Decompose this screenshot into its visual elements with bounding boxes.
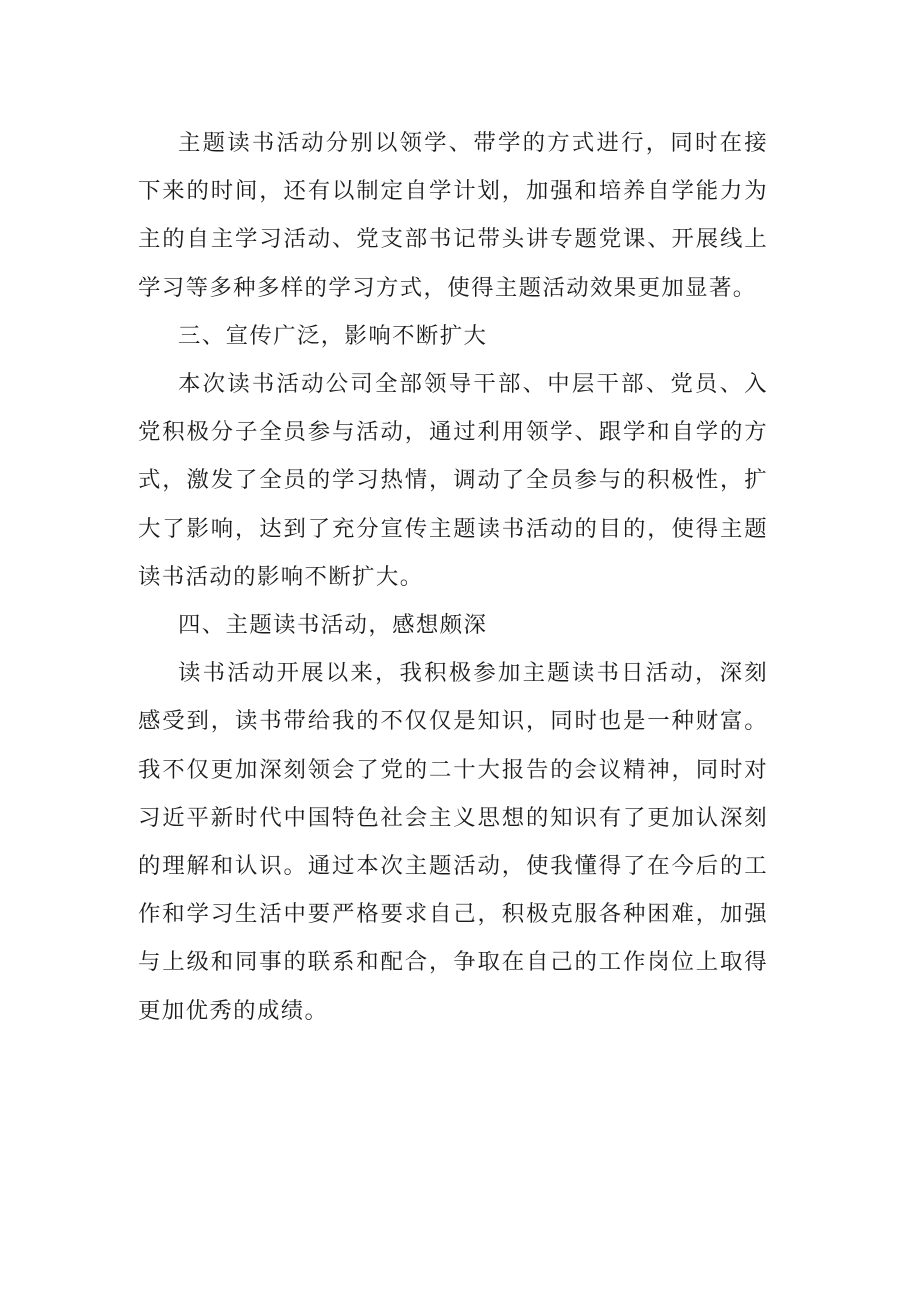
paragraph-wide-publicity: 本次读书活动公司全部领导干部、中层干部、党员、入党积极分子全员参与活动，通过利用领学、跟学和自学的方式，激发了全员的学习热情，调动了全员参与的积极性，扩大了影响，达到了充分宣传主题读书活动的目的，使得主题读书活动的影响不断扩大。: [138, 371, 768, 590]
paragraph-study-methods: 主题读书活动分别以领学、带学的方式进行，同时在接下来的时间，还有以制定自学计划，加强和培养自学能力为主的自主学习活动、党支部书记带头讲专题党课、开展线上学习等多种多样的学习方式，使得主题活动效果更加显著。: [138, 130, 768, 301]
document-body: [138, 119, 768, 1035]
section-heading-3: 三、宣传广泛，影响不断扩大: [178, 322, 488, 349]
paragraph-reflections: 读书活动开展以来，我积极参加主题读书日活动，深刻感受到，读书带给我的不仅仅是知识，同时也是一种财富。我不仅更加深刻领会了党的二十大报告的会议精神，同时对习近平新时代中国特色社会主义思想的知识有了更加认深刻的理解和认识。通过本次主题活动，使我懂得了在今后的工作和学习生活中要严格要求自己，积极克服各种困难，加强与上级和同事的联系和配合，争取在自己的工作岗位上取得更加优秀的成绩。: [138, 660, 768, 1024]
section-heading-4: 四、主题读书活动，感想颇深: [178, 612, 488, 639]
